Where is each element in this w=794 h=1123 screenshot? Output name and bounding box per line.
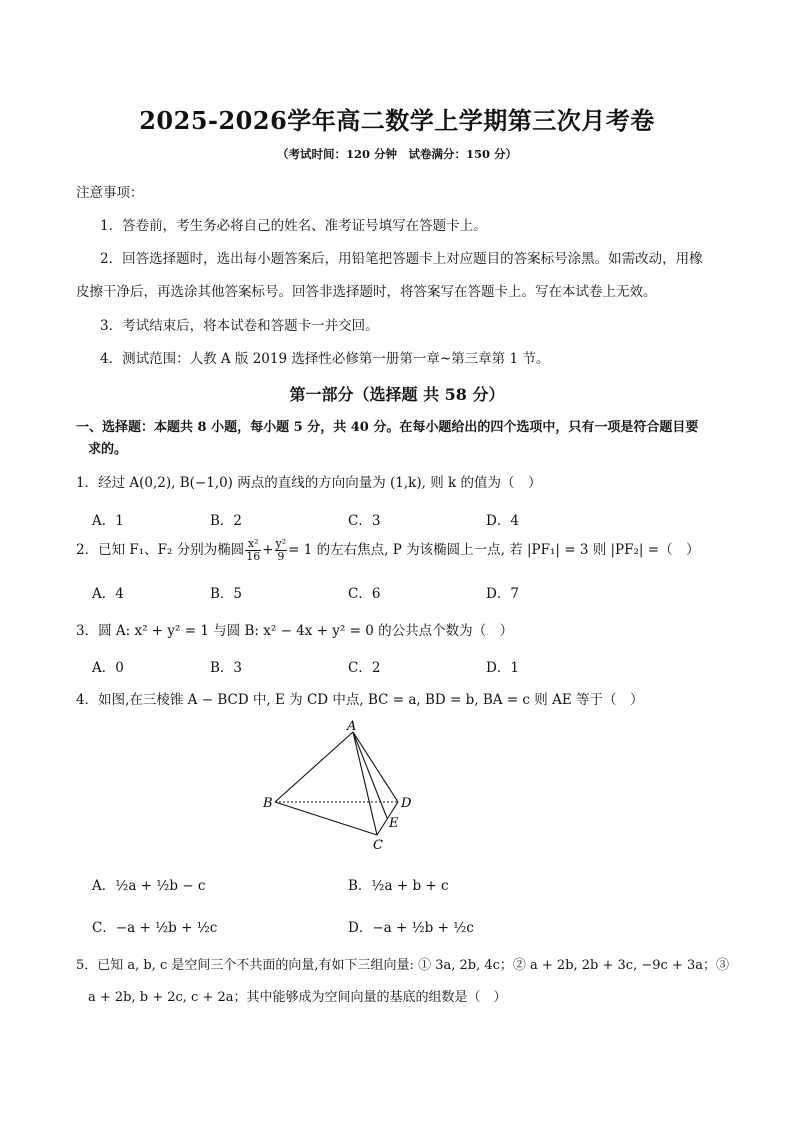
label-a: A: [347, 719, 357, 734]
question-5: 5．已知 a, b, c 是空间三个不共面的向量,有如下三组向量: ① 3a, 2b, 4c；② a + 2b, 2b + 3c, −9c + 3a；③: [76, 958, 729, 973]
exam-info: （考试时间：120 分钟 试卷满分：150 分）: [276, 147, 517, 161]
q4-option-b[interactable]: B．½a + b + c: [348, 878, 449, 894]
question-4: 4．如图,在三棱锥 A − BCD 中, E 为 CD 中点, BC = a, BD = b, BA = c 则 AE 等于（ ）: [76, 692, 644, 708]
notice-item-3: 3．考试结束后，将本试卷和答题卡一并交回。: [100, 318, 379, 334]
label-e: E: [389, 816, 399, 831]
question-3: 3．圆 A: x² + y² = 1 与圆 B: x² − 4x + y² = 0 的公共点个数为（ ）: [76, 623, 514, 639]
q4-option-c[interactable]: C．−a + ½b + ½c: [92, 920, 218, 936]
q4-option-d[interactable]: D．−a + ½b + ½c: [348, 920, 474, 936]
q2-fraction-y: $\frac{\text{y²}}{9}$: [275, 537, 287, 563]
q2-option-c[interactable]: C．6: [348, 586, 381, 602]
q1-option-a[interactable]: A．1: [92, 513, 124, 529]
q2-option-b[interactable]: B．5: [210, 586, 243, 602]
q1-option-d[interactable]: D．4: [486, 513, 519, 529]
label-c: C: [373, 838, 383, 853]
part1-intro-cont: 求的。: [88, 442, 128, 457]
edge-bc: [275, 802, 377, 835]
q2-option-d[interactable]: D．7: [486, 586, 519, 602]
q2-stem-a: 2．已知 F₁、F₂ 分别为椭圆: [76, 542, 245, 558]
notice-item-2b: 皮擦干净后，再选涂其他答案标号。回答非选择题时，将答案写在答题卡上。写在本试卷上无效。: [76, 284, 657, 300]
q1-option-c[interactable]: C．3: [348, 513, 381, 529]
q3-option-c[interactable]: C．2: [348, 660, 381, 676]
edge-ad: [353, 732, 398, 802]
question-5-cont: a + 2b, b + 2c, c + 2a；其中能够成为空间向量的基底的组数是（ ）: [88, 990, 507, 1005]
notice-item-4: 4．测试范围：人教 A 版 2019 选择性必修第一册第一章~第三章第 1 节。: [100, 351, 550, 367]
notice-item-2a: 2．回答选择题时，选出每小题答案后，用铅笔把答题卡上对应题目的答案标号涂黑。如需改动，用橡: [100, 251, 703, 267]
page-title: 2025-2026学年高二数学上学期第三次月考卷: [139, 106, 655, 135]
label-b: B: [263, 796, 273, 811]
q2-fraction-x: $\frac{\text{x²}}{16}$: [246, 537, 261, 563]
part1-intro: 一、选择题：本题共 8 小题，每小题 5 分，共 40 分。在每小题给出的四个选项中，只有一项是符合题目要: [76, 420, 699, 435]
q3-option-a[interactable]: A．0: [92, 660, 124, 676]
q3-option-d[interactable]: D．1: [486, 660, 519, 676]
notice-item-1: 1．答卷前，考生务必将自己的姓名、准考证号填写在答题卡上。: [100, 218, 487, 234]
label-d: D: [401, 796, 412, 811]
question-1: 1．经过 A(0,2), B(−1,0) 两点的直线的方向向量为 (1,k), 则 k 的值为（ ）: [76, 475, 542, 491]
section-title: 第一部分（选择题 共 58 分）: [289, 385, 505, 404]
q2-stem-b: = 1 的左右焦点, P 为该椭圆上一点, 若 |PF₁| = 3 则 |PF₂| =（ ）: [288, 542, 700, 558]
q4-option-a[interactable]: A．½a + ½b − c: [92, 878, 206, 894]
q1-option-b[interactable]: B．2: [210, 513, 243, 529]
notice-heading: 注意事项：: [76, 185, 144, 201]
question-2: 2．已知 F₁、F₂ 分别为椭圆 $\frac{\text{x²}}{16}$ + $\frac{\text{y²}}{9}$ = 1 的左右焦点, P 为该椭圆上一点, 若 |PF₁| = 3 则 |PF₂| =（ ）: [76, 537, 700, 563]
q2-option-a[interactable]: A．4: [92, 586, 124, 602]
edge-ab: [275, 732, 353, 802]
q3-option-b[interactable]: B．3: [210, 660, 243, 676]
tetrahedron-figure: [255, 718, 425, 853]
